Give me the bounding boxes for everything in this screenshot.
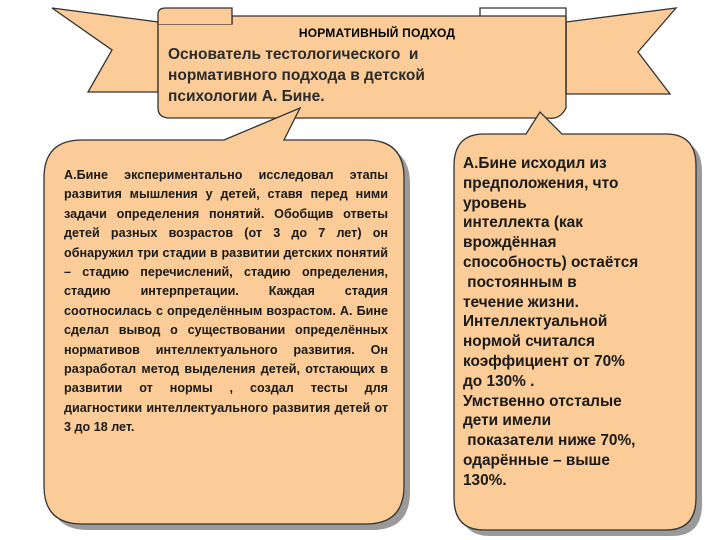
banner-subtitle-line: Основатель тестологического и	[168, 46, 419, 63]
right-bubble-line: предположения, что	[463, 174, 619, 192]
right-bubble-line: постоянным в	[463, 273, 577, 291]
banner-subtitle	[168, 44, 548, 107]
banner-title: НОРМАТИВНЫЙ ПОДХОД	[298, 26, 456, 40]
right-bubble-line: до 130% .	[463, 372, 535, 390]
right-bubble-line: способность) остаётся	[463, 253, 639, 271]
right-bubble-line: течение жизни.	[463, 293, 579, 311]
scroll-curl-left	[158, 8, 232, 24]
right-bubble-line: дети имели	[463, 412, 552, 430]
right-bubble-line: уровень	[463, 194, 527, 212]
left-bubble-text: А.Бине экспериментально исследовал этапы развития мышления у детей, ставя перед ними задачи определения понятий. Обобщив ответы детей разных возрастов (от 3 до 7 лет) он обнаружил три стадии в развитии детских понятий – стадию перечислений, стадию определения, стадию интерпретации. Каждая стадия соотносилась с определённым возрастом. А. Бине сделал вывод о существовании определённых нормативов интеллектуального развития. Он разработал метод выделения детей, отстающих в развитии от нормы , создал тесты для диагностики интеллектуального развития детей от 3 до 18 лет.	[64, 168, 388, 435]
right-bubble-line: интеллекта (как	[463, 214, 583, 232]
right-bubble-line: Умственно отсталые	[463, 392, 622, 410]
right-bubble-line: 130%.	[463, 471, 507, 489]
right-bubble-line: врождённая	[463, 234, 557, 252]
right-bubble-line: одарённые – выше	[463, 451, 610, 469]
ribbon-right-tail	[566, 8, 676, 94]
right-bubble-line: коэффициент от 70%	[463, 352, 625, 370]
right-bubble-line: А.Бине исходил из	[463, 155, 607, 172]
right-bubble-text	[463, 154, 675, 491]
right-bubble-line: нормой считался	[463, 333, 595, 351]
right-bubble-line: Интеллектуальной	[463, 313, 608, 331]
ribbon-left-tail	[52, 8, 158, 92]
banner-subtitle-line: психологии А. Бине.	[168, 88, 325, 105]
banner-subtitle-line: нормативного подхода в детской	[168, 67, 425, 84]
right-bubble-line: показатели ниже 70%,	[463, 432, 636, 450]
